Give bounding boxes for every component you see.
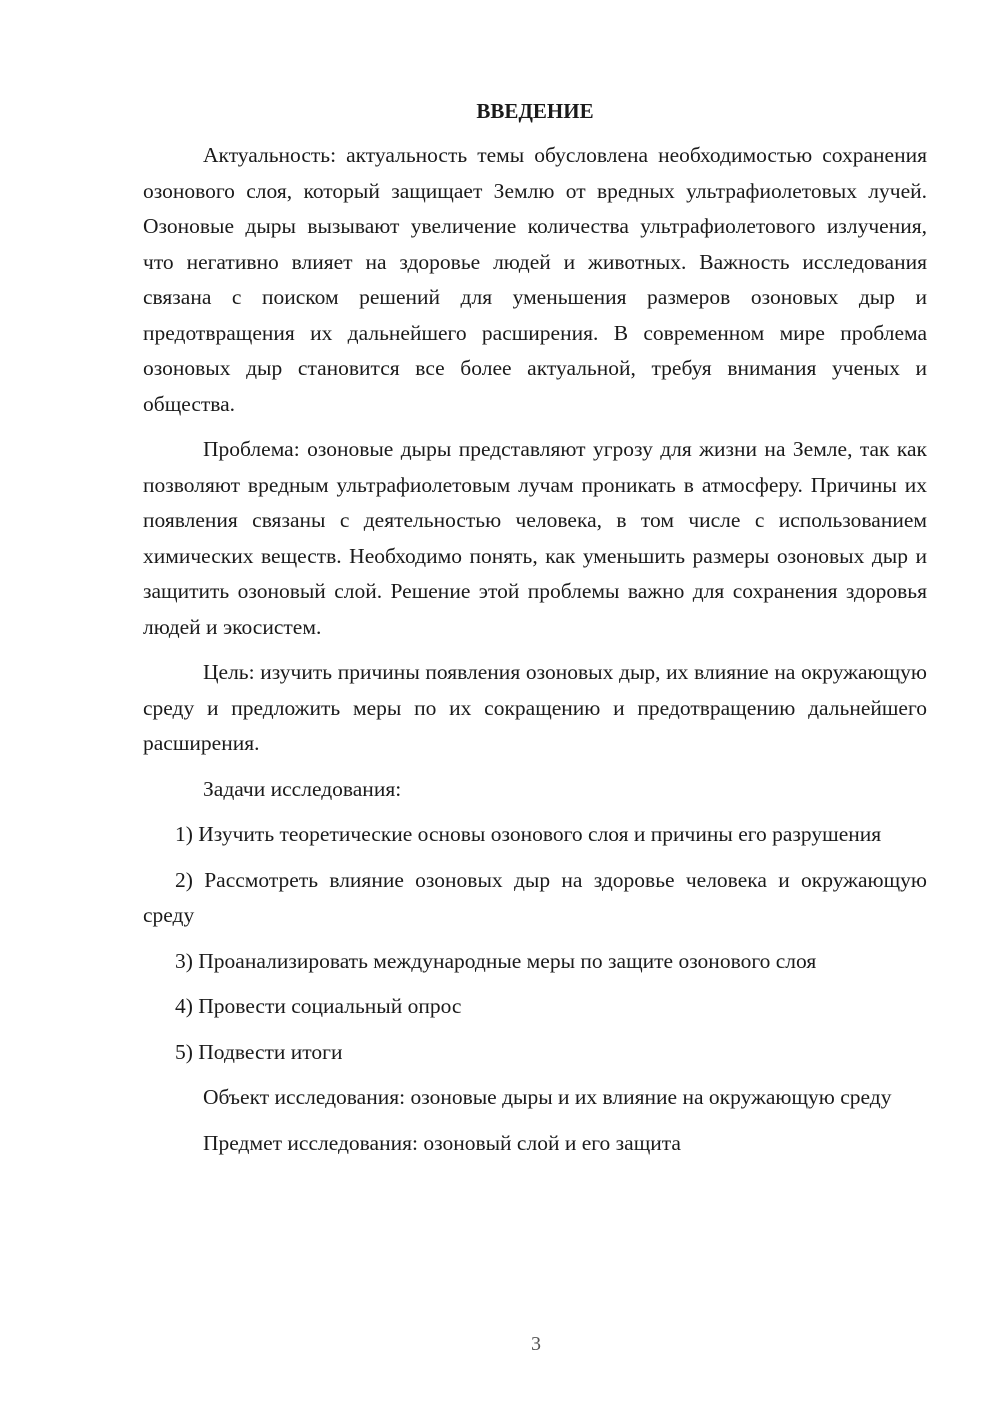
task-item-4: 4) Провести социальный опрос	[175, 994, 462, 1018]
task-item-2: 2) Рассмотреть влияние озоновых дыр на здоровье человека и окружающую среду	[143, 867, 927, 927]
task-item-3: 3) Проанализировать международные меры по защите озонового слоя	[175, 948, 817, 973]
document-page	[143, 96, 927, 1171]
page-title: ВВЕДЕНИЕ	[476, 99, 594, 123]
goal-paragraph: Цель: изучить причины появления озоновых дыр, их влияние на окружающую среду и предложить меры по их сокращению и предотвращению дальнейшего расширения.	[143, 660, 927, 755]
task-item-5: 5) Подвести итоги	[175, 1039, 343, 1064]
tasks-heading: Задачи исследования:	[203, 776, 402, 801]
page-number: 3	[531, 1333, 541, 1355]
relevance-paragraph: Актуальность: актуальность темы обусловлена необходимостью сохранения озонового слоя, который защищает Землю от вредных ультрафиолетовых лучей. Озоновые дыры вызывают увеличение количества ультрафиолетового излучения, что негативно влияет на здоровье людей и животных. Важность исследования связана с поиском решений для уменьшения размеров озоновых дыр и предотвращения их дальнейшего расширения. В современном мире проблема озоновых дыр становится все более актуальной, требуя внимания ученых и общества.	[143, 143, 927, 416]
task-item-1: 1) Изучить теоретические основы озонового слоя и причины его разрушения	[175, 822, 882, 846]
object-paragraph: Объект исследования: озоновые дыры и их влияние на окружающую среду	[203, 1085, 892, 1109]
subject-paragraph: Предмет исследования: озоновый слой и его защита	[203, 1130, 681, 1155]
problem-paragraph: Проблема: озоновые дыры представляют угрозу для жизни на Земле, так как позволяют вредным ультрафиолетовым лучам проникать в атмосферу. Причины их появления связаны с деятельностью человека, в том числе с использованием химических веществ. Необходимо понять, как уменьшить размеры озоновых дыр и защитить озоновый слой. Решение этой проблемы важно для сохранения здоровья людей и экосистем.	[143, 437, 927, 639]
